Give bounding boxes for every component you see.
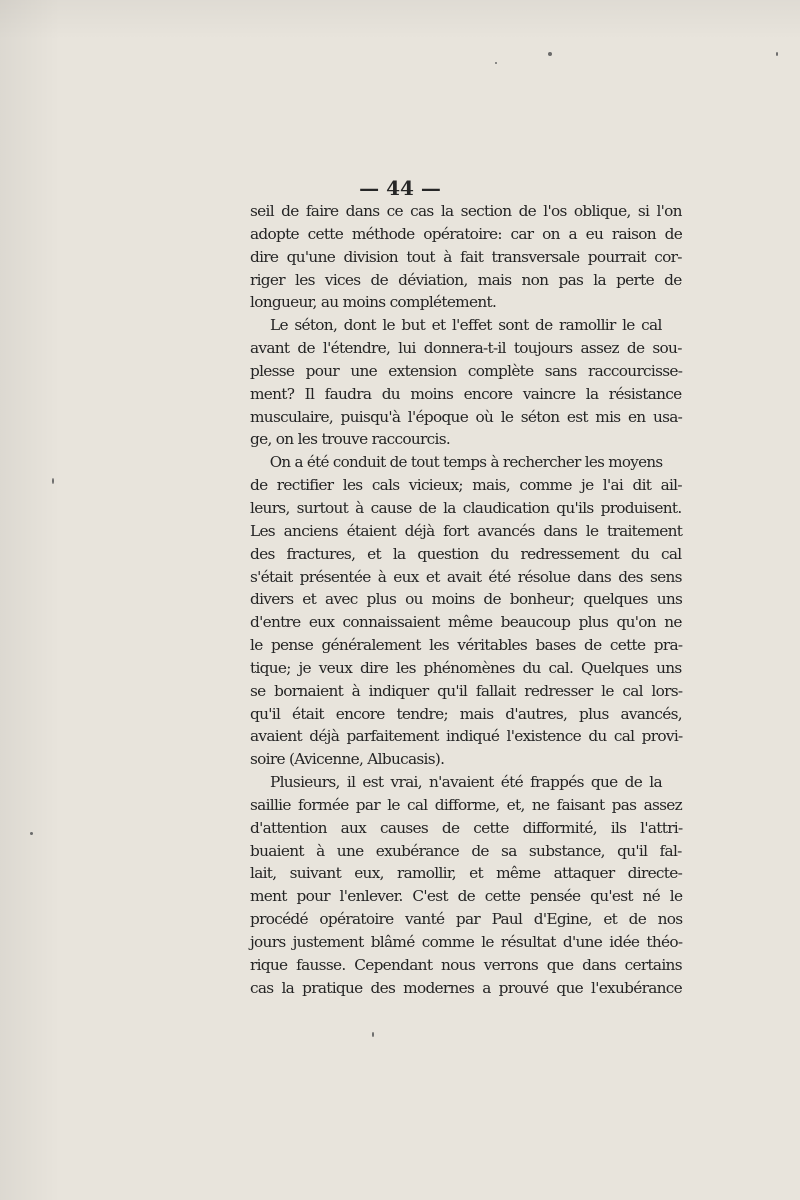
text-line: ment pour l'enlever. C'est de cette pensée qu'est né le — [250, 887, 683, 906]
text-line: riger les vices de déviation, mais non pas la perte de — [250, 270, 682, 289]
text-line: jours justement blâmé comme le résultat d'une idée théo- — [250, 933, 683, 951]
text-line: d'attention aux causes de cette difformité, ils l'attri- — [250, 818, 683, 837]
text-line: de rectifier les cals vicieux; mais, comme je l'ai dit ail- — [250, 476, 682, 495]
paragraph — [250, 314, 682, 451]
text-line: divers et avec plus ou moins de bonheur; quelques uns — [250, 590, 683, 609]
text-line: On a été conduit de tout temps à rechercher les moyens — [269, 453, 663, 472]
text-line: procédé opératoire vanté par Paul d'Egine, et de nos — [250, 910, 683, 929]
text-line: leurs, surtout à cause de la claudication qu'ils produisent. — [250, 498, 682, 517]
text-line: rique fausse. Cependant nous verrons que dans certains — [250, 955, 682, 974]
paper-speck — [30, 832, 33, 835]
page-shadow-top — [0, 0, 800, 40]
text-line: Le séton, dont le but et l'effet sont de ramollir le cal — [270, 316, 662, 335]
text-line: dire qu'une division tout à fait transversale pourrait cor- — [250, 247, 682, 266]
text-line: seil de faire dans ce cas la section de l'os oblique, si l'on — [250, 202, 682, 220]
text-line: plesse pour une extension complète sans raccourcisse- — [250, 361, 683, 380]
text-line: s'était présentée à eux et avait été résolue dans des sens — [250, 567, 682, 586]
paper-speck — [495, 62, 497, 64]
text-line: avant de l'étendre, lui donnera-t-il toujours assez de sou- — [250, 339, 682, 358]
page-number: — 44 — — [359, 176, 441, 200]
text-line: d'entre eux connaissaient même beaucoup plus qu'on ne — [250, 613, 682, 632]
text-line: se bornaient à indiquer qu'il fallait redresser le cal lors- — [250, 681, 683, 700]
text-line: cas la pratique des modernes a prouvé que l'exubérance — [250, 978, 682, 997]
text-line: buaient à une exubérance de sa substance, qu'il fal- — [250, 841, 682, 860]
text-column — [250, 200, 682, 1000]
text-line: longueur, au moins complétement. — [250, 293, 497, 312]
text-line: ge, on les trouve raccourcis. — [250, 430, 451, 449]
text-line: saillie formée par le cal difforme, et, ne faisant pas assez — [250, 795, 683, 814]
text-line: musculaire, puisqu'à l'époque où le séton est mis en usa- — [250, 407, 683, 426]
text-line: adopte cette méthode opératoire: car on a eu raison de — [250, 224, 683, 243]
text-line: des fractures, et la question du redressement du cal — [250, 544, 682, 563]
paragraph — [250, 451, 682, 771]
text-line: lait, suivant eux, ramollir, et même attaquer directe- — [250, 864, 683, 883]
paper-speck — [52, 478, 54, 484]
text-line: qu'il était encore tendre; mais d'autres, plus avancés, — [250, 704, 682, 723]
text-line: ment? Il faudra du moins encore vaincre la résistance — [250, 384, 682, 403]
text-line: avaient déjà parfaitement indiqué l'existence du cal provi- — [250, 727, 683, 746]
text-line: Plusieurs, il est vrai, n'avaient été frappés que de la — [270, 773, 662, 792]
text-line: tique; je veux dire les phénomènes du cal. Quelques uns — [250, 658, 682, 677]
text-line: soire (Avicenne, Albucasis). — [250, 750, 445, 769]
paper-speck — [372, 1032, 374, 1037]
paragraph — [250, 771, 682, 999]
paper-speck — [776, 52, 778, 56]
text-line: le pense généralement les véritables bases de cette pra- — [250, 636, 683, 655]
paragraph — [250, 200, 682, 314]
paper-speck — [548, 52, 552, 56]
text-line: Les anciens étaient déjà fort avancés dans le traitement — [250, 521, 683, 540]
